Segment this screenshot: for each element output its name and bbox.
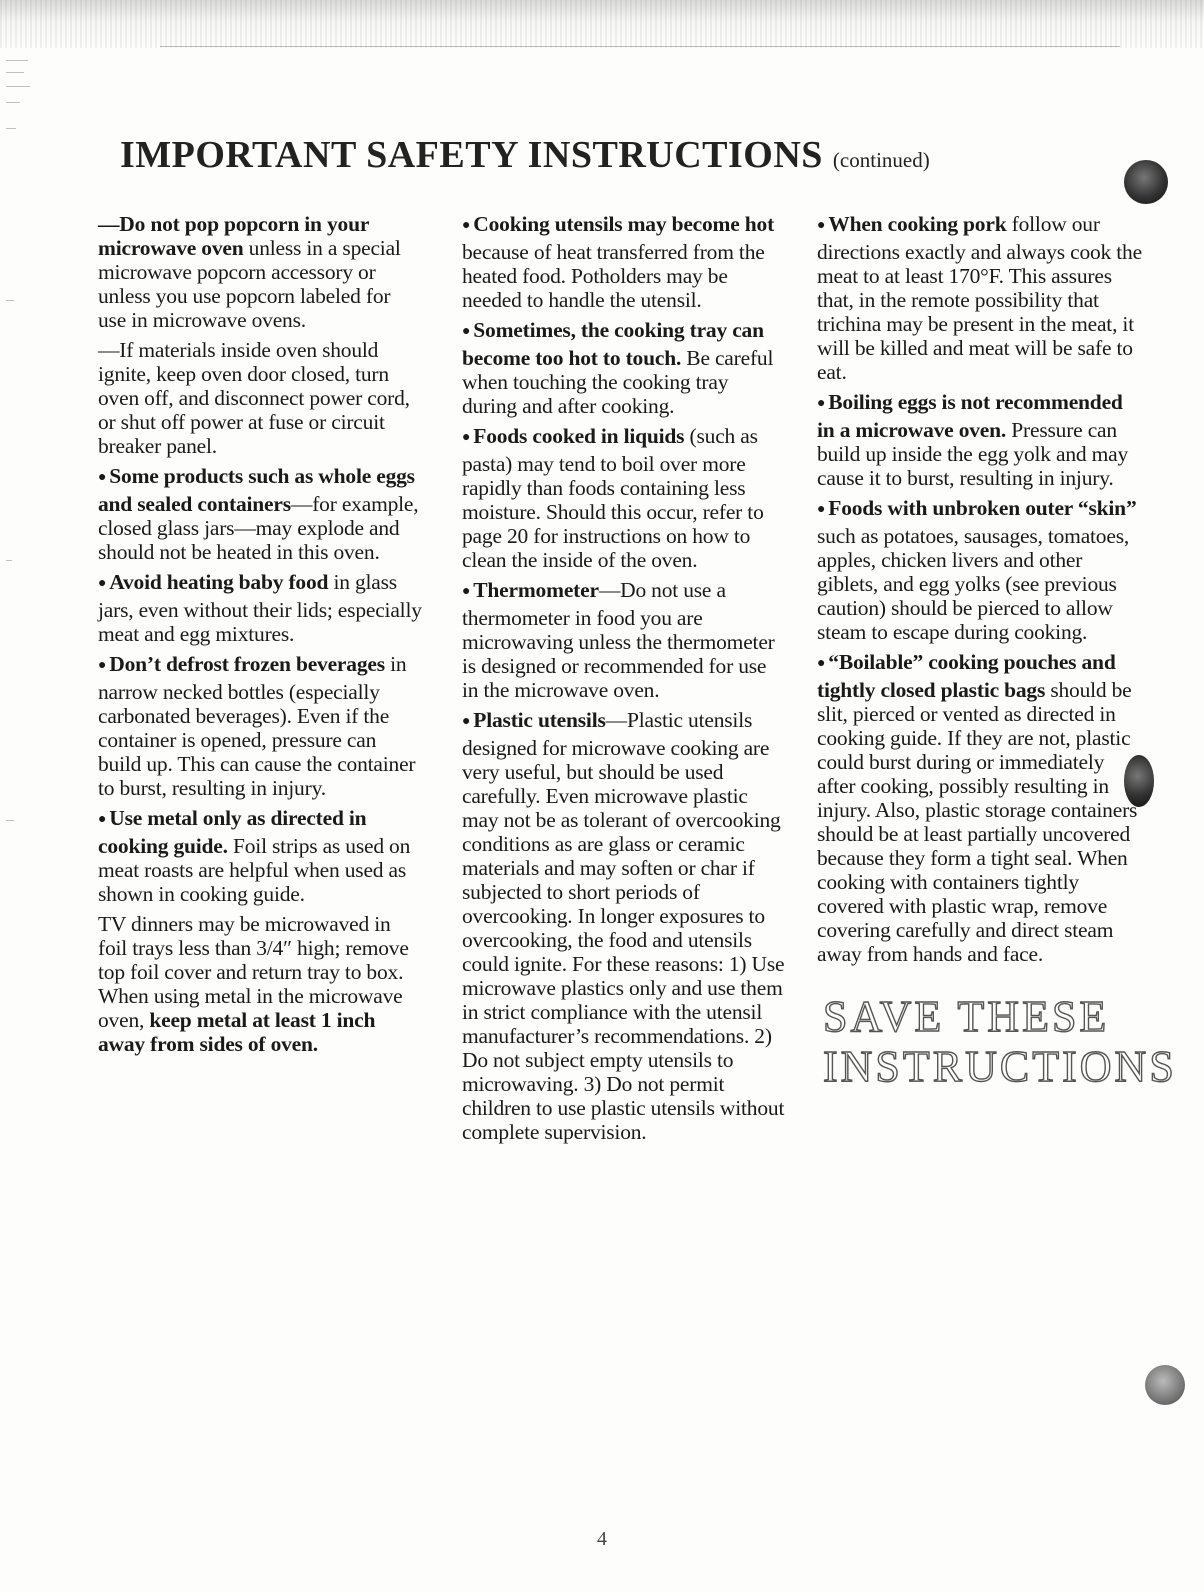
instruction-heading: Thermometer — [473, 578, 599, 602]
instruction-cooking-tray — [462, 318, 787, 418]
instruction-text: Pressure can build up inside the egg yolk and may cause it to burst, resulting in injury. — [817, 418, 1129, 490]
instruction-text: Be careful when touching the cooking tray during and after cooking. — [462, 346, 774, 418]
bullet-icon: ● — [462, 218, 471, 233]
instruction-text: —Do not use a thermometer in food you are microwaving unless the thermometer is designed or recommended for use in the microwave oven. — [462, 578, 775, 702]
instruction-heading: “Boilable” cooking pouches and tightly closed plastic bags — [817, 650, 1116, 702]
instruction-heading: When cooking pork — [828, 212, 1007, 236]
instruction-thermometer — [462, 578, 787, 702]
column-3 — [817, 212, 1177, 1092]
instruction-popcorn — [98, 212, 423, 332]
bullet-icon: ● — [462, 324, 471, 339]
instruction-text: unless in a special microwave popcorn accessory or unless you use popcorn labeled for use in microwave ovens. — [98, 236, 401, 332]
binder-hole-icon — [1124, 160, 1168, 204]
instruction-boiling-eggs — [817, 390, 1142, 490]
instruction-heading: Sometimes, the cooking tray can become too hot to touch. — [462, 318, 764, 370]
save-banner-line-2: INSTRUCTIONS — [823, 1042, 1177, 1091]
instruction-baby-food — [98, 570, 423, 646]
instruction-text: in narrow necked bottles (especially carbonated beverages). Even if the container is opened, pressure can build up. This can cause the container to burst, resulting in injury. — [98, 652, 416, 800]
instruction-text: —Plastic utensils designed for microwave cooking are very useful, but should be used carefully. Even microwave plastic may not be as tolerant of overcooking conditions as are glass or ceramic materials and may soften or char if subjected to short periods of overcooking. In longer exposures to overcooking, the food and utensils could ignite. For these reasons: 1) Use microwave plastics only and use them in strict compliance with the utensil manufacturer’s recommendations. 2) Do not subject empty utensils to microwaving. 3) Do not permit children to use plastic utensils without complete supervision. — [462, 708, 785, 1144]
instruction-plastic-utensils — [462, 708, 787, 1144]
save-instructions-banner — [817, 992, 1177, 1092]
instruction-boilable-pouches — [817, 650, 1142, 966]
instruction-metal — [98, 806, 423, 906]
bullet-icon: ● — [462, 714, 471, 729]
bullet-icon: ● — [817, 502, 826, 517]
instruction-heading: Avoid heating baby food — [109, 570, 329, 594]
instruction-text: should be slit, pierced or vented as directed in cooking guide. If they are not, plastic could burst during or immediately after cooking, possibly resulting in injury. Also, plastic storage containers should be at least partially uncovered because they form a tight seal. When cooking with containers tightly covered with plastic wrap, remove covering carefully and direct steam away from hands and face. — [817, 678, 1138, 966]
instruction-text: TV dinners may be microwaved in foil trays less than 3/4″ high; remove top foil cover and return tray to box. When using metal in the microwave oven, — [98, 912, 409, 1032]
instruction-tv-dinners — [98, 912, 423, 1056]
bullet-icon: ● — [462, 430, 471, 445]
column-1 — [98, 212, 423, 1062]
bullet-icon: ● — [98, 576, 107, 591]
instruction-heading: Foods cooked in liquids — [473, 424, 685, 448]
instruction-text: Foil strips as used on meat roasts are helpful when used as shown in cooking guide. — [98, 834, 411, 906]
page-subtitle: (continued) — [832, 148, 930, 172]
instruction-text: in glass jars, even without their lids; especially meat and egg mixtures. — [98, 570, 422, 646]
instruction-fire — [98, 338, 423, 458]
scan-edge — [0, 0, 1204, 48]
instruction-heading: Plastic utensils — [473, 708, 606, 732]
instruction-text: (such as pasta) may tend to boil over more rapidly than foods containing less moisture. Should this occur, refer to page 20 for instructions on how to clean the inside of the oven. — [462, 424, 764, 572]
instruction-text: such as potatoes, sausages, tomatoes, apples, chicken livers and other giblets, and egg yolks (see previous caution) should be pierced to allow steam to escape during cooking. — [817, 524, 1130, 644]
page-header — [120, 133, 1120, 177]
instruction-heading: Cooking utensils may become hot — [473, 212, 775, 236]
instruction-heading: —Do not pop popcorn in your microwave oven — [98, 212, 369, 260]
instruction-liquids — [462, 424, 787, 572]
instruction-text: because of heat transferred from the heated food. Potholders may be needed to handle the utensil. — [462, 240, 765, 312]
bullet-icon: ● — [98, 658, 107, 673]
page-number: 4 — [597, 1528, 607, 1550]
margin-marks — [2, 50, 34, 830]
instruction-pork — [817, 212, 1142, 384]
scan-line — [160, 46, 1120, 47]
instruction-text: —for example, closed glass jars—may explode and should not be heated in this oven. — [98, 492, 419, 564]
bullet-icon: ● — [462, 584, 471, 599]
instruction-sealed-containers — [98, 464, 423, 564]
instruction-frozen-beverages — [98, 652, 423, 800]
binder-hole-icon — [1145, 1365, 1185, 1405]
page-title: IMPORTANT SAFETY INSTRUCTIONS — [120, 134, 823, 176]
bullet-icon: ● — [98, 470, 107, 485]
instruction-heading: Don’t defrost frozen beverages — [109, 652, 385, 676]
bullet-icon: ● — [817, 218, 826, 233]
instruction-heading: Boiling eggs is not recommended in a microwave oven. — [817, 390, 1123, 442]
bullet-icon: ● — [98, 812, 107, 827]
column-2 — [462, 212, 787, 1150]
instruction-heading: Use metal only as directed in cooking guide. — [98, 806, 367, 858]
bullet-icon: ● — [817, 656, 826, 671]
instruction-text: —If materials inside oven should ignite, keep oven door closed, turn oven off, and disconnect power cord, or shut off power at fuse or circuit breaker panel. — [98, 338, 410, 458]
instruction-hot-utensils — [462, 212, 787, 312]
bullet-icon: ● — [817, 396, 826, 411]
instruction-text: follow our directions exactly and always cook the meat to at least 170°F. This assures that, in the remote possibility that trichina may be present in the meat, it will be killed and meat will be safe to eat. — [817, 212, 1142, 384]
save-banner-line-1: SAVE THESE — [823, 992, 1110, 1041]
instruction-heading: keep metal at least 1 inch away from sides of oven. — [98, 1008, 376, 1056]
instruction-heading: Some products such as whole eggs and sealed containers — [98, 464, 415, 516]
instruction-unbroken-skin — [817, 496, 1142, 644]
instruction-heading: Foods with unbroken outer “skin” — [828, 496, 1137, 520]
